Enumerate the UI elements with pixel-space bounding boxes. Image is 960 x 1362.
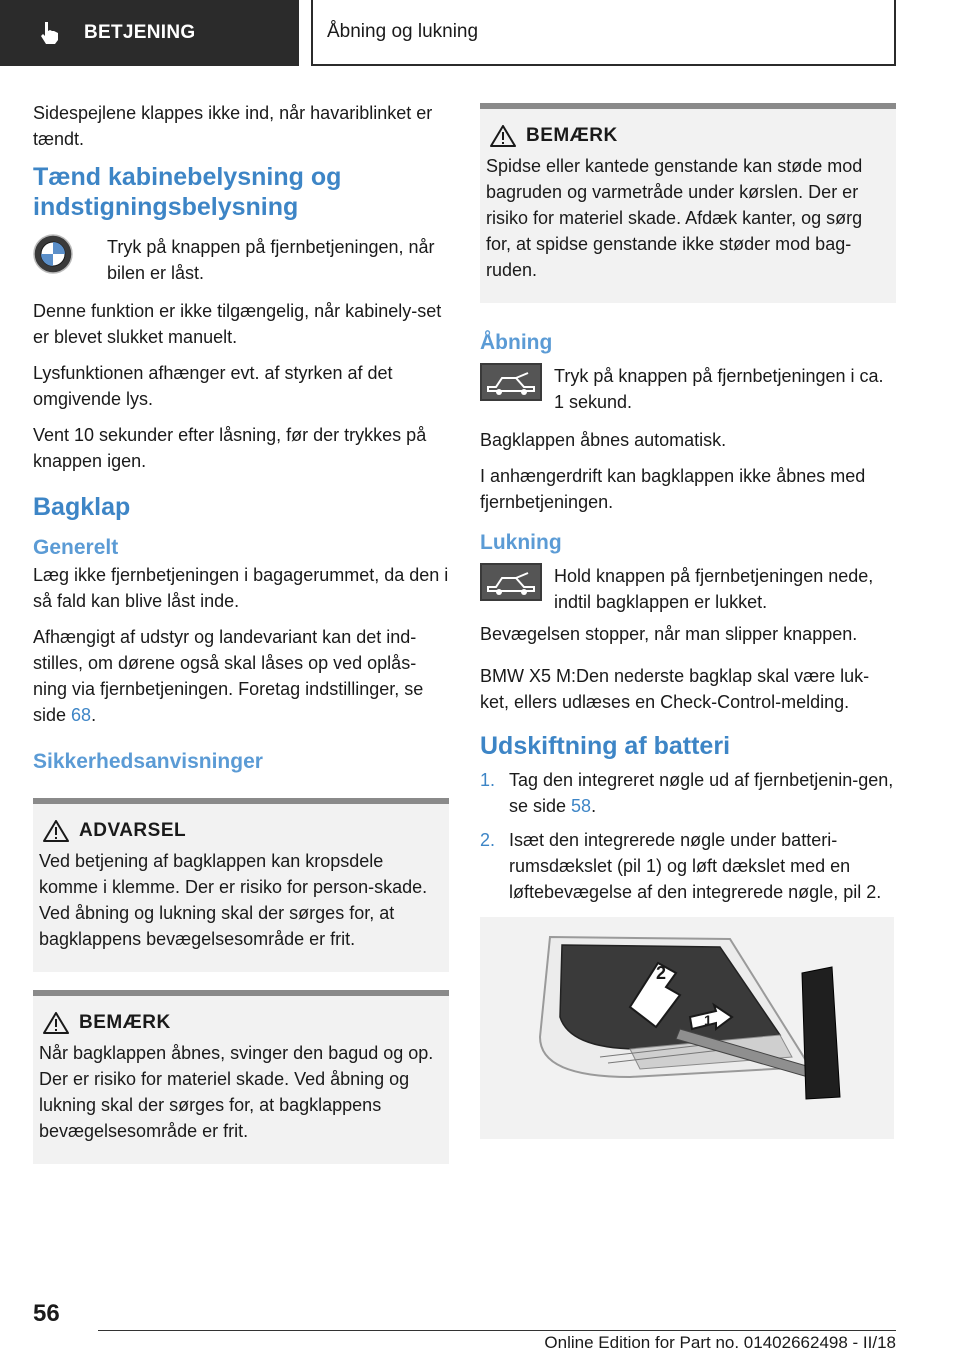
- battery-steps: [480, 767, 896, 905]
- list-item: 1. Tag den integreret nøgle ud af fjernbetjenin-gen, se side 58.: [480, 770, 894, 816]
- heading-generelt: Generelt: [33, 536, 119, 559]
- bmw-logo-icon: [33, 234, 73, 274]
- warning-triangle-icon: [43, 820, 69, 842]
- footer-divider: [98, 1330, 896, 1331]
- general-paragraph-2: Afhængigt af udstyr og landevariant kan det ind-stilles, om dørene også skal låses op ved oplås-ning via fjernbetjeningen. Foretag indstillinger, se side 68.: [33, 627, 424, 725]
- heading-light: Tænd kabinebelysning og indstigningsbelysning: [33, 163, 342, 221]
- page-header: [0, 0, 960, 66]
- hand-pointer-icon: [36, 20, 62, 46]
- note-box-left: [33, 990, 449, 1164]
- general-paragraph-1: Læg ikke fjernbetjeningen i bagagerummet, da den i så fald kan blive låst inde.: [33, 565, 449, 611]
- light-instruction: Tryk på knappen på fjernbetjeningen, når bilen er låst.: [107, 237, 435, 283]
- arrow-label-2: 2: [656, 963, 667, 983]
- right-column: [480, 100, 896, 1139]
- note-text: Når bagklappen åbnes, svinger den bagud og op. Der er risiko for materiel skade. Ved åbning og lukning skal der sørges for, at bagklappens bevægelsesområde er frit.: [39, 1043, 434, 1141]
- heading-bagklap: Bagklap: [33, 493, 131, 521]
- heading-battery: Udskiftning af batteri: [480, 732, 731, 760]
- left-column: [33, 100, 449, 1182]
- heading-open: Åbning: [480, 331, 553, 354]
- warning-triangle-icon: [43, 1012, 69, 1034]
- page-link-58[interactable]: 58: [571, 796, 592, 816]
- note-title: BEMÆRK: [79, 1012, 171, 1033]
- close-instruction-row: [480, 563, 896, 615]
- list-item: 2. Isæt den integrerede nøgle under batteri-rumsdækslet (pil 1) og løft dækslet med en løftebevægelse af den integrerede nøgle, pil 2.: [480, 830, 882, 902]
- edition-text: Online Edition for Part no. 01402662498 - II/18: [544, 1333, 896, 1352]
- open-instruction-row: [480, 363, 896, 415]
- page-link-68[interactable]: 68: [71, 705, 92, 725]
- key-battery-illustration: [480, 917, 894, 1139]
- car-tailgate-icon: [480, 363, 542, 401]
- arrow-label-1: 1: [704, 1012, 712, 1028]
- light-paragraph-1: Denne funktion er ikke tilgængelig, når kabinely-set er blevet slukket manuelt.: [33, 301, 442, 347]
- light-paragraph-3: Vent 10 sekunder efter låsning, før der trykkes på knappen igen.: [33, 425, 427, 471]
- open-instruction: Tryk på knappen på fjernbetjeningen i ca. 1 sekund.: [554, 366, 884, 412]
- close-paragraph-2: BMW X5 M:Den nederste bagklap skal være luk-ket, ellers udlæses en Check-Control-melding.: [480, 666, 870, 712]
- section-label: BETJENING: [84, 22, 196, 43]
- note-box-right: [480, 103, 896, 303]
- note-text: Spidse eller kantede genstande kan støde mod bagruden og varmetråde under kørslen. Der er risiko for materiel skade. Afdæk kanter, og sørg for, at spidse genstande ikke støder mod bag-ruden.: [486, 156, 863, 280]
- light-paragraph-2: Lysfunktionen afhænger evt. af styrken af det omgivende lys.: [33, 363, 393, 409]
- warning-title: ADVARSEL: [79, 820, 187, 841]
- heading-safety: Sikkerhedsanvisninger: [33, 750, 263, 773]
- page-number: 56: [33, 1300, 60, 1327]
- battery-figure: [480, 917, 894, 1139]
- open-paragraph-1: Bagklappen åbnes automatisk.: [480, 430, 727, 450]
- topic-label: Åbning og lukning: [327, 21, 479, 42]
- topic-tab: [311, 0, 896, 66]
- car-tailgate-icon: [480, 563, 542, 601]
- warning-box: [33, 798, 449, 972]
- intro-text: Sidespejlene klappes ikke ind, når havariblinket er tændt.: [33, 103, 433, 149]
- warning-triangle-icon: [490, 125, 516, 147]
- close-paragraph-1: Bevægelsen stopper, når man slipper knappen.: [480, 624, 858, 644]
- light-instruction-row: [33, 234, 449, 286]
- open-paragraph-2: I anhængerdrift kan bagklappen ikke åbnes med fjernbetjeningen.: [480, 466, 866, 512]
- warning-text: Ved betjening af bagklappen kan kropsdele komme i klemme. Der er risiko for person-skade. Ved åbning og lukning skal der sørges for, at bagklappens bevægelsesområde er frit.: [39, 851, 428, 949]
- section-tab: [0, 0, 299, 66]
- close-instruction: Hold knappen på fjernbetjeningen nede, indtil bagklappen er lukket.: [554, 566, 874, 612]
- heading-close: Lukning: [480, 531, 562, 554]
- note-title: BEMÆRK: [526, 125, 618, 146]
